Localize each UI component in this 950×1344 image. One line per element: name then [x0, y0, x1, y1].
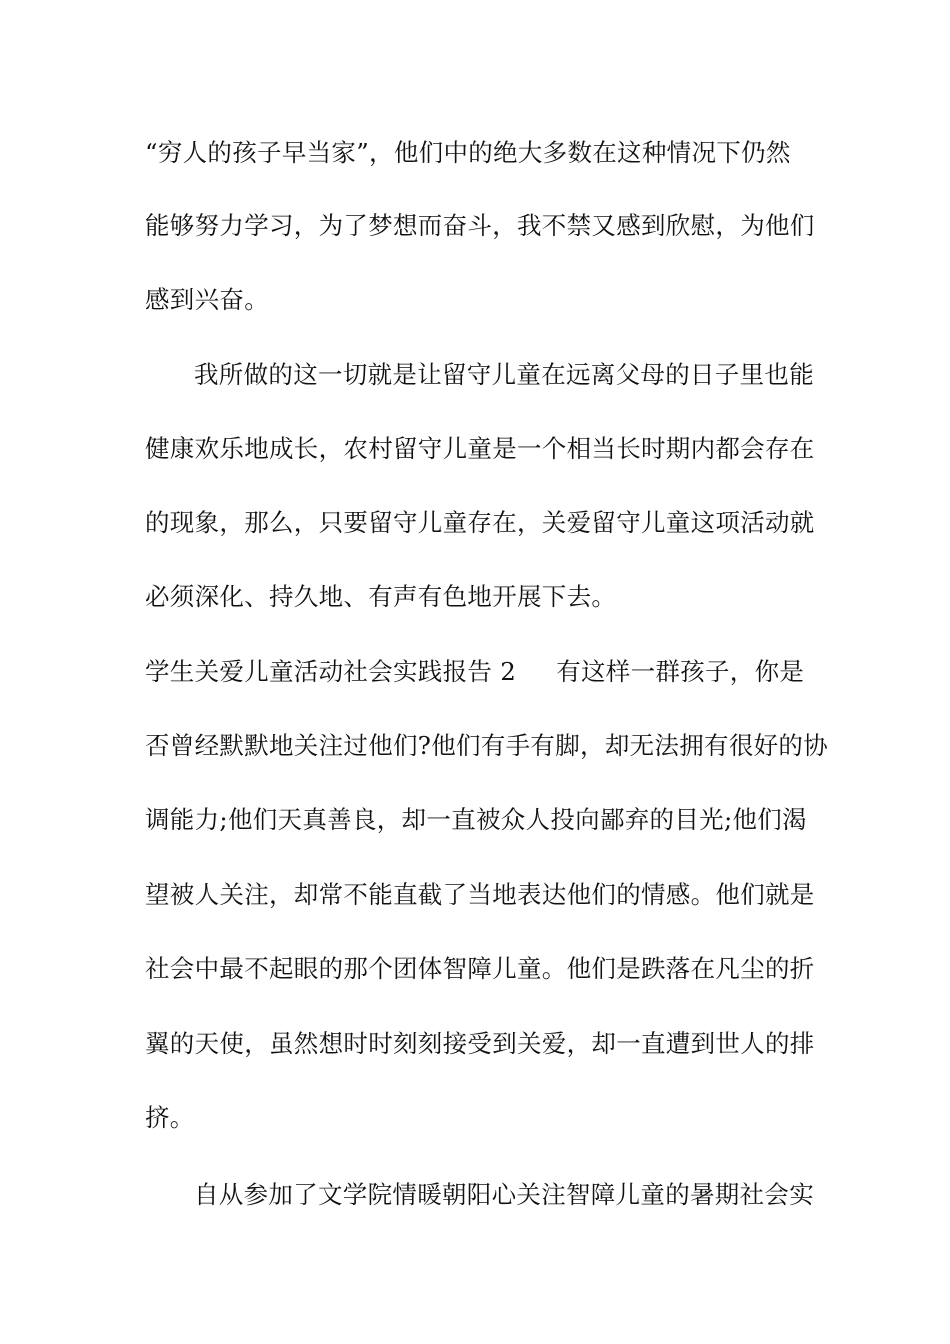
text-line: 能够努力学习，为了梦想而奋斗，我不禁又感到欣慰，为他们	[145, 211, 815, 240]
section-heading: 学生关爱儿童活动社会实践报告 2	[145, 657, 517, 686]
text-line: 感到兴奋。	[145, 285, 269, 314]
text-line: 健康欢乐地成长，农村留守儿童是一个相当长时期内都会存在	[145, 434, 815, 463]
paragraph-first-line: 我所做的这一切就是让留守儿童在远离父母的日子里也能	[194, 360, 814, 389]
text-line: 挤。	[145, 1103, 195, 1132]
text-line: “穷人的孩子早当家”，他们中的绝大多数在这种情况下仍然	[145, 138, 791, 167]
text-line: 的现象，那么，只要留守儿童存在，关爱留守儿童这项活动就	[145, 508, 815, 537]
text-line: 社会中最不起眼的那个团体智障儿童。他们是跌落在凡尘的折	[145, 954, 815, 983]
text-line: 调能力;他们天真善良，却一直被众人投向鄙弃的目光;他们渴	[145, 805, 807, 834]
section-heading-line	[145, 657, 810, 687]
text-line: 否曾经默默地关注过他们?他们有手有脚，却无法拥有很好的协	[145, 731, 829, 760]
section-heading-continuation: 有这样一群孩子，你是	[556, 657, 805, 686]
paragraph-first-line: 自从参加了文学院情暖朝阳心关注智障儿童的暑期社会实	[194, 1180, 814, 1209]
text-line: 望被人关注，却常不能直截了当地表达他们的情感。他们就是	[145, 880, 815, 909]
text-line: 翼的天使，虽然想时时刻刻接受到关爱，却一直遭到世人的排	[145, 1029, 815, 1058]
text-line: 必须深化、持久地、有声有色地开展下去。	[145, 582, 617, 611]
